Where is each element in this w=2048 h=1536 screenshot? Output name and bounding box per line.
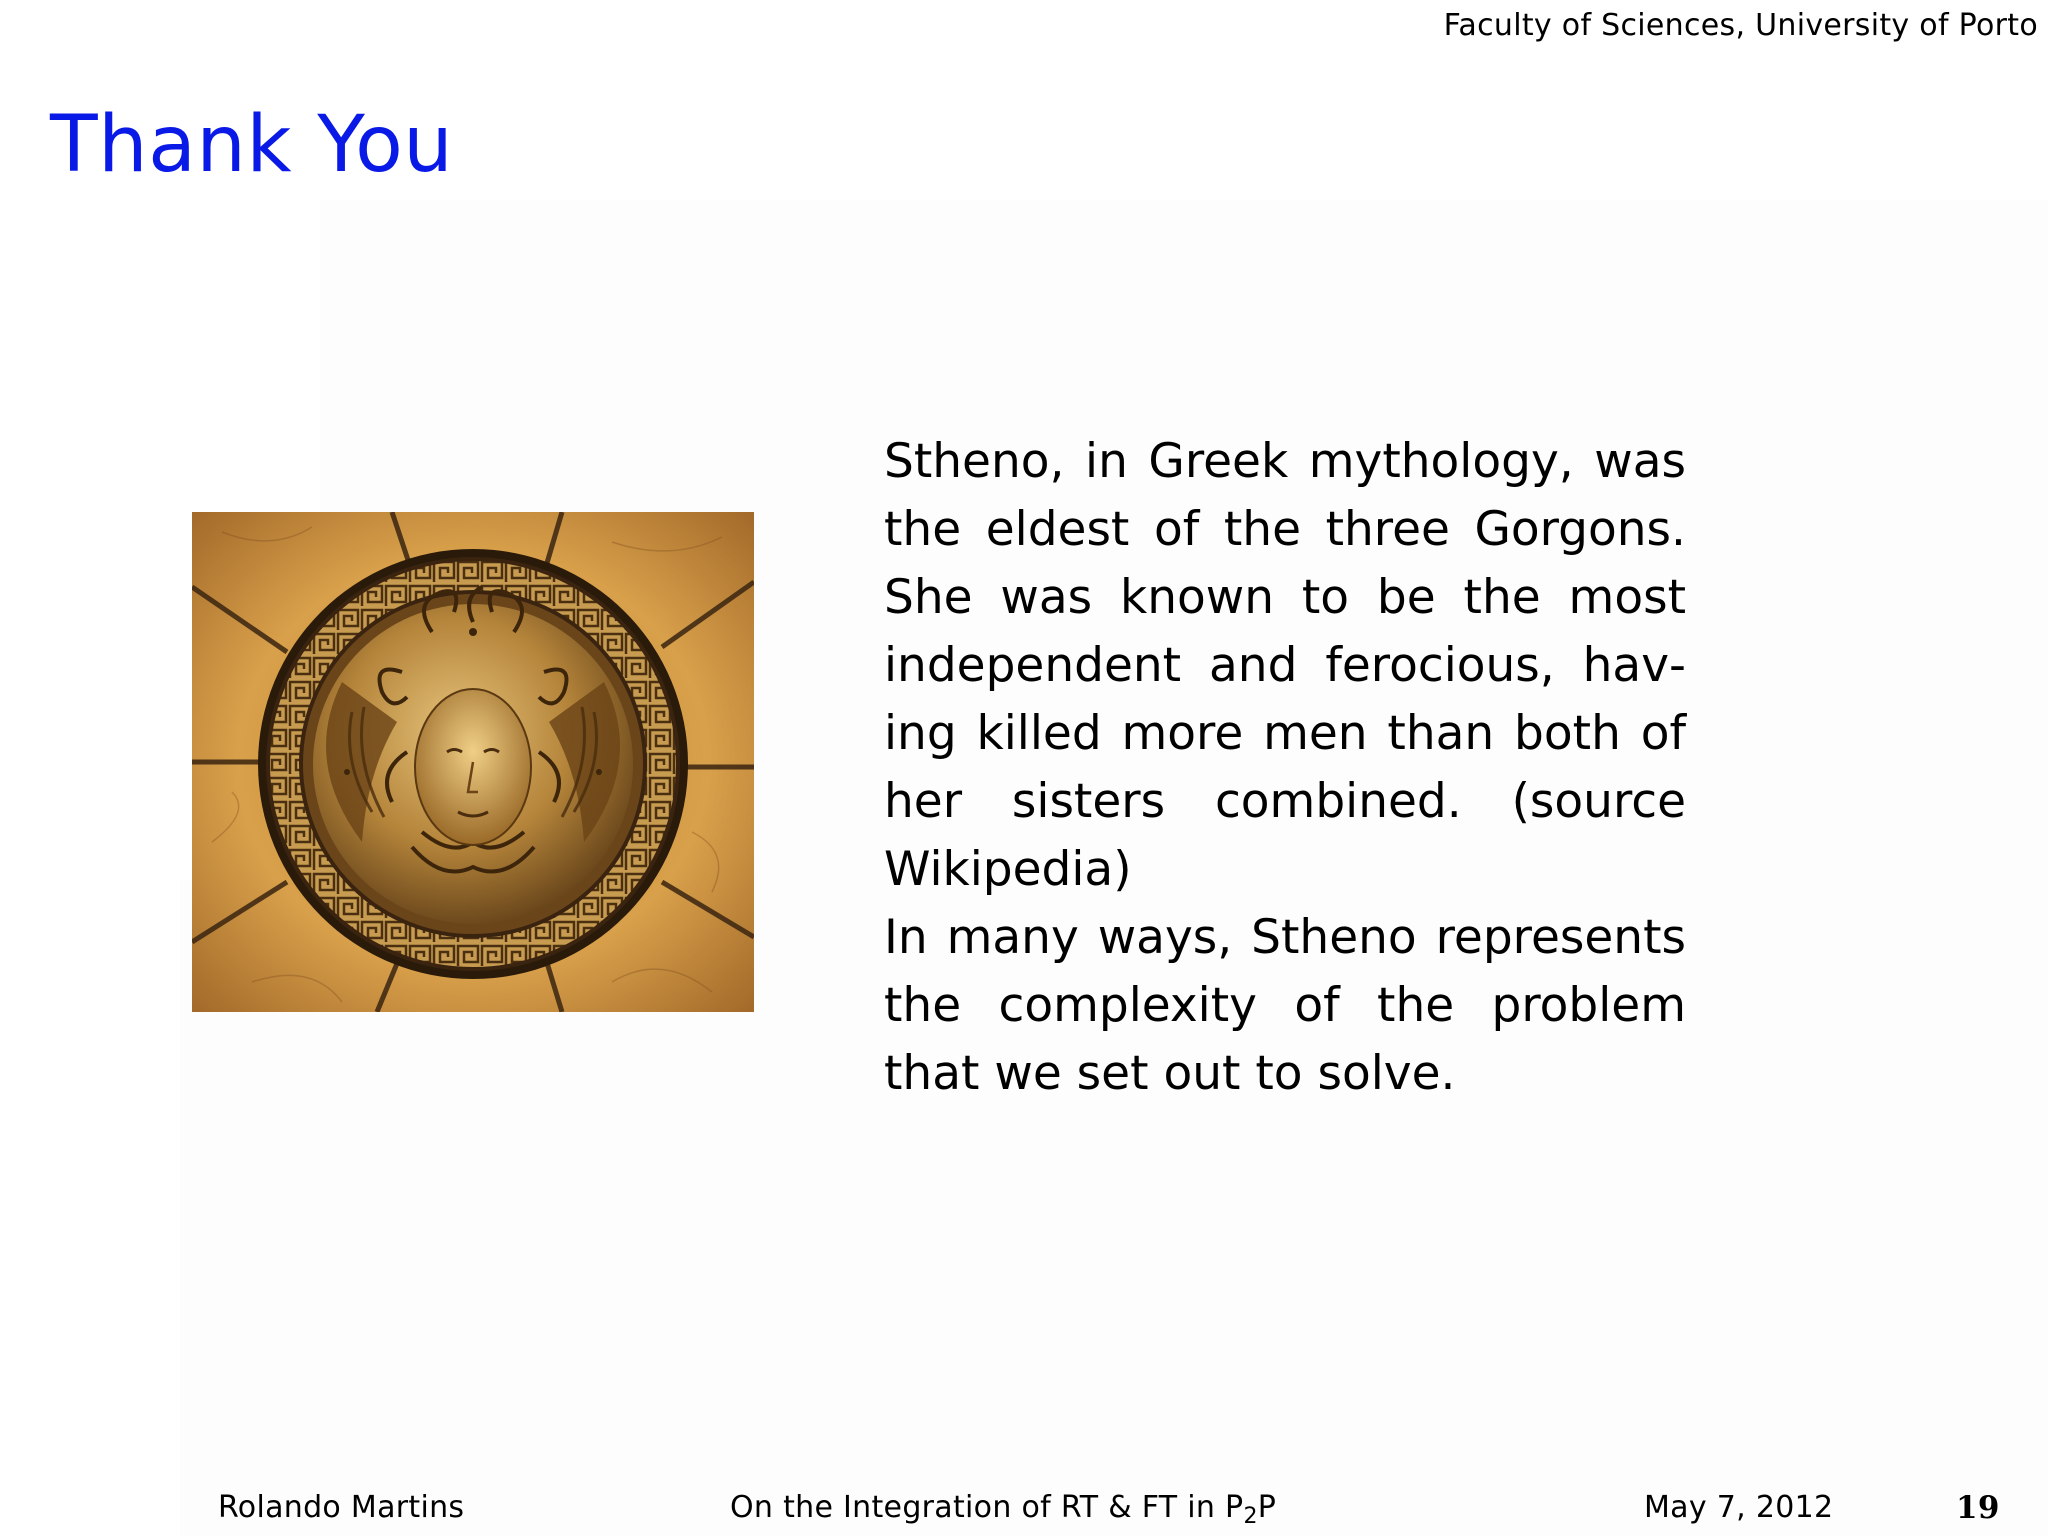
slide-title: Thank You [50, 100, 454, 190]
footer-page-number: 19 [1956, 1490, 2000, 1526]
footer-talk-suffix: P [1257, 1490, 1277, 1525]
paragraph-stheno-description: Stheno, in Greek mythology, was the eldest of the three Gorgons. She was known to be the most independent and ferocious, having killed more men than both of her sisters combined. (source Wikipedia) [884, 434, 1686, 897]
paragraph-stheno-complexity: In many ways, Stheno represents the complexity of the problem that we set out to solve. [884, 910, 1686, 1101]
footer-talk-title [730, 1490, 1276, 1529]
body-text [884, 428, 1686, 1108]
footer-talk-prefix: On the Integration of RT & FT in P [730, 1490, 1244, 1525]
footer-author: Rolando Martins [218, 1490, 465, 1525]
footer-talk-subscript: 2 [1243, 1504, 1258, 1529]
footer-date: May 7, 2012 [1644, 1490, 1834, 1525]
header-affiliation: Faculty of Sciences, University of Porto [1443, 8, 2038, 43]
medusa-medallion-image [192, 512, 754, 1012]
